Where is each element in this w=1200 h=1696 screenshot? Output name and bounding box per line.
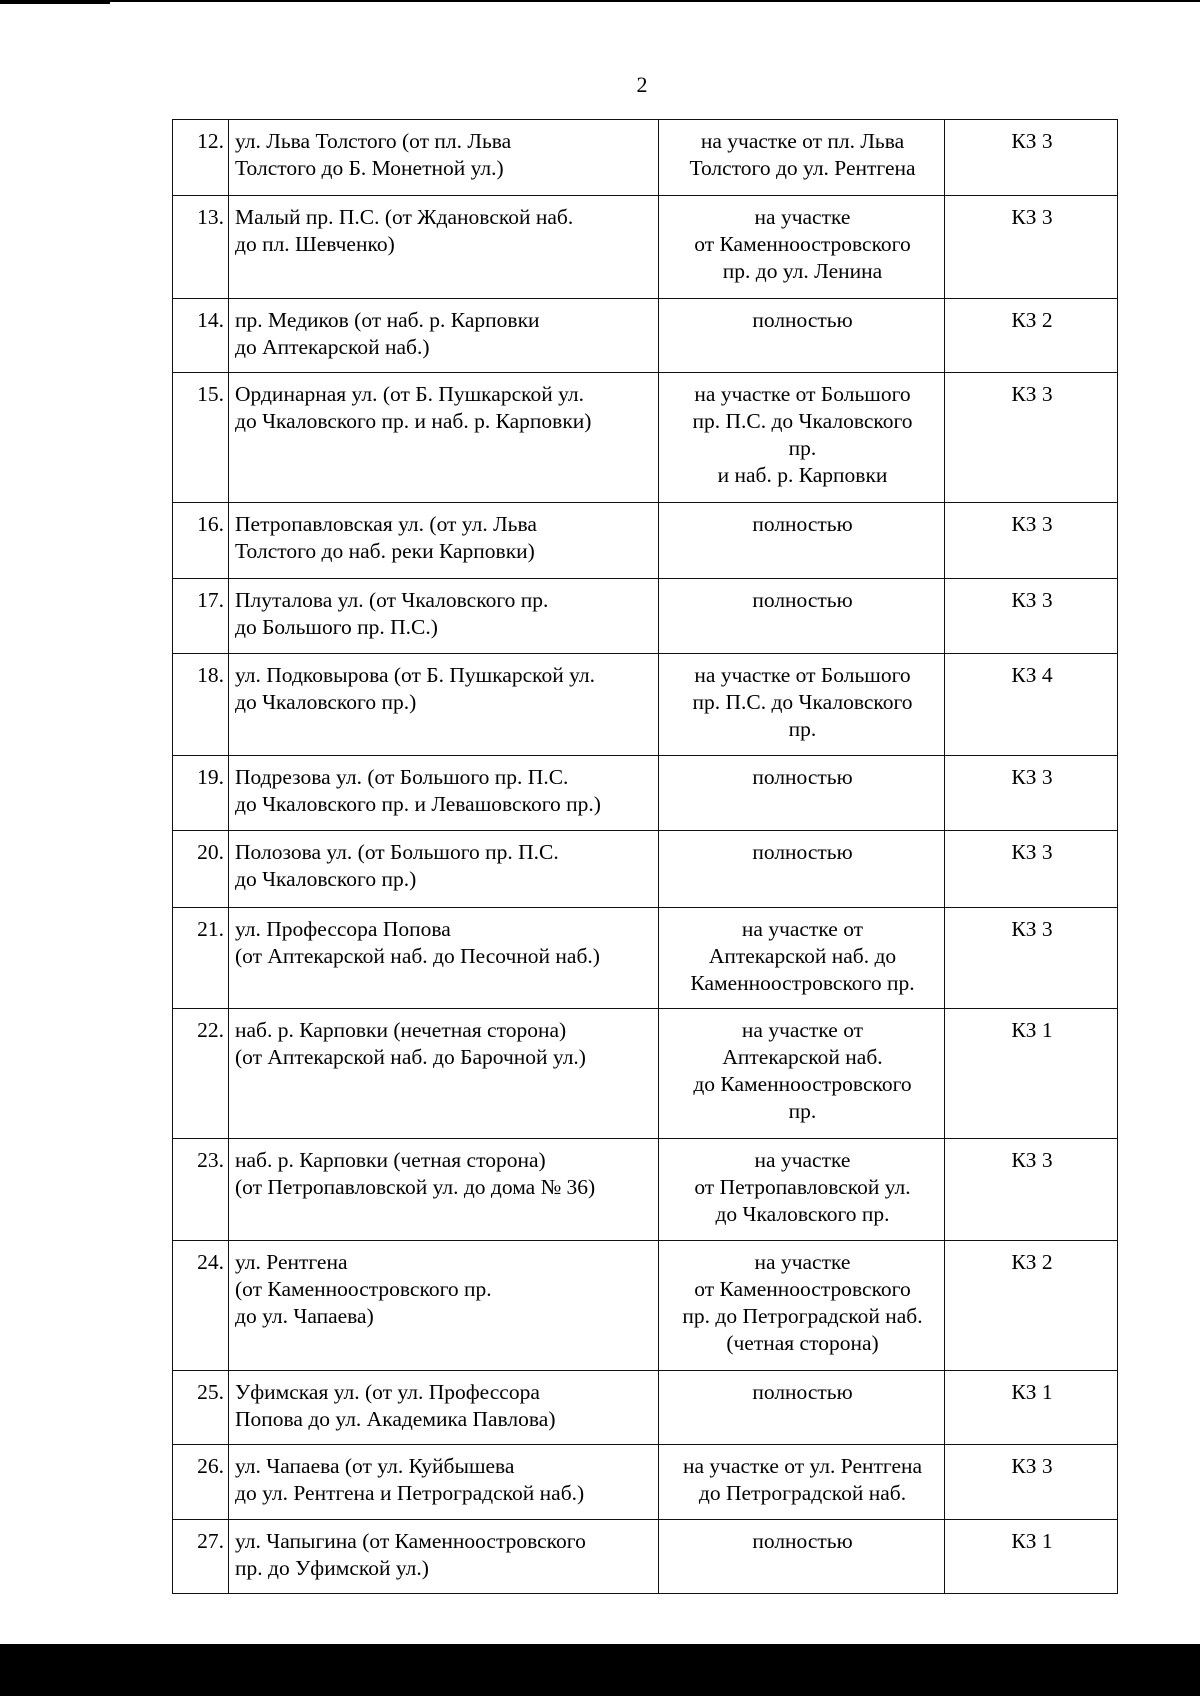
row-number: 27. — [173, 1520, 229, 1594]
zone-code: КЗ 2 — [945, 299, 1118, 373]
street-name: Уфимская ул. (от ул. Профессора Попова до ул. Академика Павлова) — [229, 1371, 659, 1445]
page-number: 2 — [636, 72, 648, 97]
row-number: 14. — [173, 299, 229, 373]
zone-code: КЗ 3 — [945, 120, 1118, 196]
section-extent: на участке от Каменноостровского пр. до ул. Ленина — [659, 196, 945, 299]
row-number: 22. — [173, 1009, 229, 1139]
zone-code: КЗ 1 — [945, 1371, 1118, 1445]
zone-code: КЗ 3 — [945, 756, 1118, 831]
street-name: ул. Подковырова (от Б. Пушкарской ул. до Чкаловского пр.) — [229, 654, 659, 756]
street-name: Подрезова ул. (от Большого пр. П.С. до Чкаловского пр. и Левашовского пр.) — [229, 756, 659, 831]
zone-code: КЗ 3 — [945, 373, 1118, 503]
row-number: 12. — [173, 120, 229, 196]
section-extent: на участке от Большого пр. П.С. до Чкаловского пр. — [659, 654, 945, 756]
section-extent: на участке от Аптекарской наб. до Каменноостровского пр. — [659, 908, 945, 1009]
street-name: ул. Профессора Попова (от Аптекарской наб. до Песочной наб.) — [229, 908, 659, 1009]
section-extent: полностью — [659, 1371, 945, 1445]
street-name: Петропавловская ул. (от ул. Льва Толстого до наб. реки Карповки) — [229, 503, 659, 579]
bottom-scan-edge — [0, 1644, 1200, 1696]
zone-code: КЗ 3 — [945, 1139, 1118, 1241]
section-extent: на участке от Каменноостровского пр. до Петроградской наб. (четная сторона) — [659, 1241, 945, 1371]
row-number: 19. — [173, 756, 229, 831]
table-row — [173, 299, 1118, 373]
zone-code: КЗ 2 — [945, 1241, 1118, 1371]
row-number: 21. — [173, 908, 229, 1009]
street-name: ул. Чапаева (от ул. Куйбышева до ул. Рентгена и Петроградской наб.) — [229, 1445, 659, 1520]
row-number: 16. — [173, 503, 229, 579]
row-number: 13. — [173, 196, 229, 299]
street-name: Полозова ул. (от Большого пр. П.С. до Чкаловского пр.) — [229, 831, 659, 908]
streets-table — [172, 119, 1118, 1594]
table-row — [173, 503, 1118, 579]
row-number: 24. — [173, 1241, 229, 1371]
table-row — [173, 1371, 1118, 1445]
table-row — [173, 1445, 1118, 1520]
street-name: наб. р. Карповки (нечетная сторона) (от Аптекарской наб. до Барочной ул.) — [229, 1009, 659, 1139]
row-number: 18. — [173, 654, 229, 756]
street-name: Плуталова ул. (от Чкаловского пр. до Большого пр. П.С.) — [229, 579, 659, 654]
street-name: ул. Чапыгина (от Каменноостровского пр. до Уфимской ул.) — [229, 1520, 659, 1594]
zone-code: КЗ 4 — [945, 654, 1118, 756]
street-name: ул. Рентгена (от Каменноостровского пр. до ул. Чапаева) — [229, 1241, 659, 1371]
section-extent: полностью — [659, 503, 945, 579]
section-extent: полностью — [659, 579, 945, 654]
table-row — [173, 1520, 1118, 1594]
table-row — [173, 1009, 1118, 1139]
table-row — [173, 373, 1118, 503]
zone-code: КЗ 3 — [945, 831, 1118, 908]
section-extent: полностью — [659, 299, 945, 373]
street-name: ул. Льва Толстого (от пл. Льва Толстого до Б. Монетной ул.) — [229, 120, 659, 196]
zone-code: КЗ 3 — [945, 579, 1118, 654]
top-scan-edge — [0, 0, 1200, 2]
street-name: наб. р. Карповки (четная сторона) (от Петропавловской ул. до дома № 36) — [229, 1139, 659, 1241]
street-name: Малый пр. П.С. (от Ждановской наб. до пл. Шевченко) — [229, 196, 659, 299]
table-row — [173, 579, 1118, 654]
section-extent: полностью — [659, 1520, 945, 1594]
streets-table-body — [173, 120, 1118, 1594]
table-row — [173, 1139, 1118, 1241]
section-extent: на участке от Аптекарской наб. до Каменноостровского пр. — [659, 1009, 945, 1139]
row-number: 20. — [173, 831, 229, 908]
row-number: 17. — [173, 579, 229, 654]
zone-code: КЗ 3 — [945, 1445, 1118, 1520]
row-number: 26. — [173, 1445, 229, 1520]
section-extent: полностью — [659, 756, 945, 831]
section-extent: полностью — [659, 831, 945, 908]
table-row — [173, 756, 1118, 831]
row-number: 15. — [173, 373, 229, 503]
section-extent: на участке от Большого пр. П.С. до Чкаловского пр. и наб. р. Карповки — [659, 373, 945, 503]
zone-code: КЗ 1 — [945, 1520, 1118, 1594]
table-row — [173, 908, 1118, 1009]
zone-code: КЗ 1 — [945, 1009, 1118, 1139]
row-number: 25. — [173, 1371, 229, 1445]
section-extent: на участке от пл. Льва Толстого до ул. Рентгена — [659, 120, 945, 196]
table-row — [173, 831, 1118, 908]
table-row — [173, 120, 1118, 196]
zone-code: КЗ 3 — [945, 503, 1118, 579]
table-row — [173, 196, 1118, 299]
section-extent: на участке от ул. Рентгена до Петроградской наб. — [659, 1445, 945, 1520]
street-name: пр. Медиков (от наб. р. Карповки до Аптекарской наб.) — [229, 299, 659, 373]
zone-code: КЗ 3 — [945, 196, 1118, 299]
row-number: 23. — [173, 1139, 229, 1241]
table-row — [173, 654, 1118, 756]
street-name: Ординарная ул. (от Б. Пушкарской ул. до Чкаловского пр. и наб. р. Карповки) — [229, 373, 659, 503]
section-extent: на участке от Петропавловской ул. до Чкаловского пр. — [659, 1139, 945, 1241]
zone-code: КЗ 3 — [945, 908, 1118, 1009]
table-row — [173, 1241, 1118, 1371]
